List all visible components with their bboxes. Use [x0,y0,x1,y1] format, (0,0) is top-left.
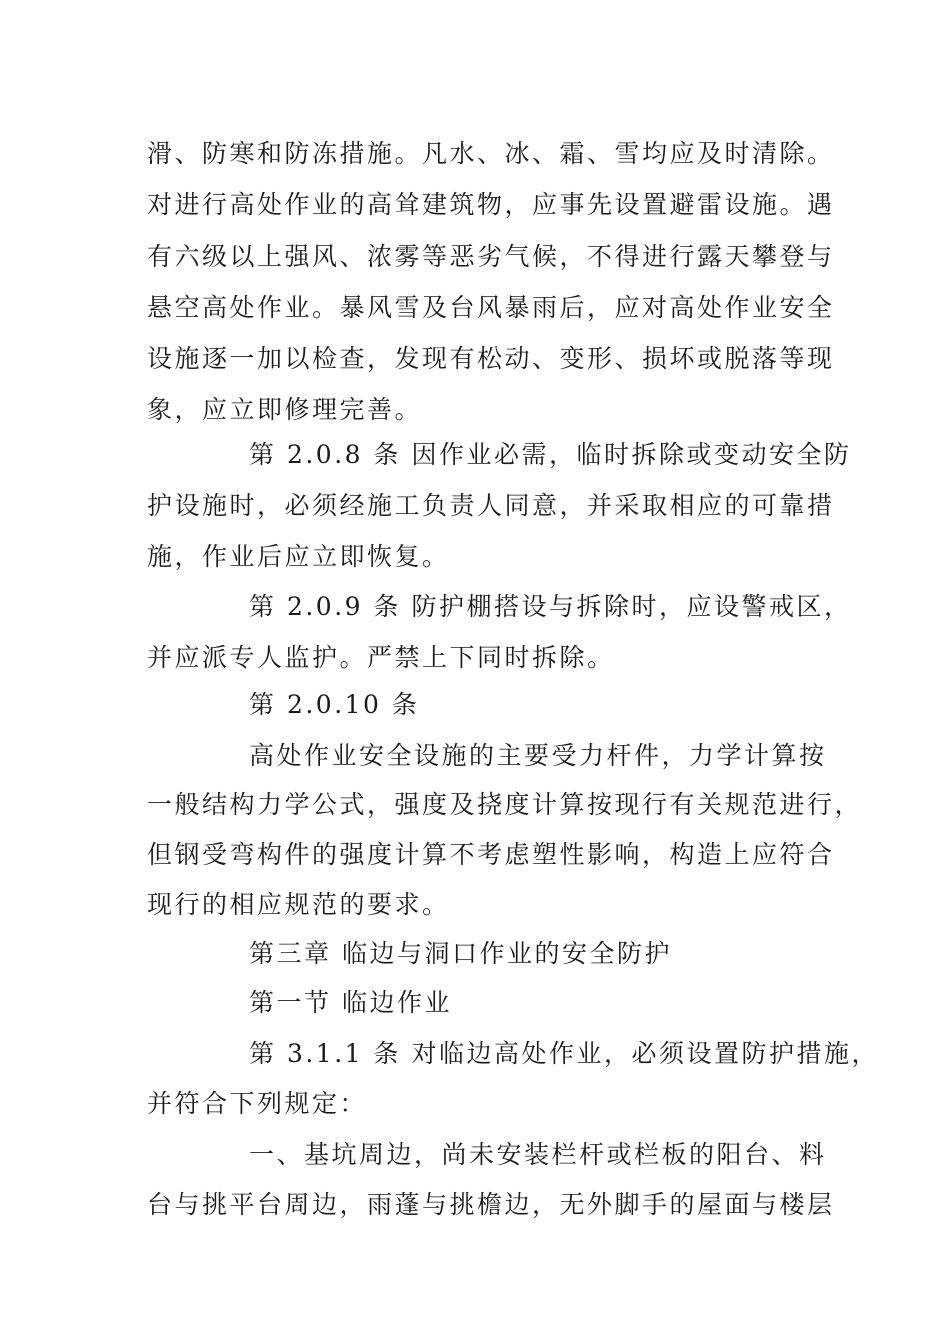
text-line: 护设施时，必须经施工负责人同意，并采取相应的可靠措 [147,491,835,520]
text-line: 一般结构力学公式，强度及挠度计算按现行有关规范进行， [147,790,863,819]
clause-heading: 第 2.0.10 条 [249,690,420,719]
text-line: 但钢受弯构件的强度计算不考虑塑性影响，构造上应符合 [147,840,835,869]
text-line: 有六级以上强风、浓雾等恶劣气候，不得进行露天攀登与 [147,242,835,271]
clause-heading: 第 3.1.1 条 对临边高处作业，必须设置防护措施， [249,1039,879,1068]
text-line: 台与挑平台周边，雨蓬与挑檐边，无外脚手的屋面与楼层 [147,1190,835,1219]
text-line: 滑、防寒和防冻措施。凡水、冰、霜、雪均应及时清除。 [147,139,835,168]
clause-heading: 第 2.0.8 条 因作业必需，临时拆除或变动安全防 [249,440,852,469]
text-line: 高处作业安全设施的主要受力杆件，力学计算按 [249,741,827,770]
text-line: 对进行高处作业的高耸建筑物，应事先设置避雷设施。遇 [147,190,835,219]
text-line: 一、基坑周边，尚未安装栏杆或栏板的阳台、料 [249,1140,827,1169]
chapter-heading: 第三章 临边与洞口作业的安全防护 [249,939,672,968]
text-line: 现行的相应规范的要求。 [147,890,450,919]
text-line: 设施逐一加以检查，发现有松动、变形、损坏或脱落等现 [147,344,835,373]
text-line: 施，作业后应立即恢复。 [147,542,450,571]
text-line: 并应派专人监护。严禁上下同时拆除。 [147,643,615,672]
clause-heading: 第 2.0.9 条 防护棚搭设与拆除时，应设警戒区， [249,592,852,621]
section-heading: 第一节 临边作业 [249,988,452,1017]
text-line: 象，应立即修理完善。 [147,395,423,424]
text-line: 悬空高处作业。暴风雪及台风暴雨后，应对高处作业安全 [147,293,835,322]
text-line: 并符合下列规定： [147,1089,368,1118]
